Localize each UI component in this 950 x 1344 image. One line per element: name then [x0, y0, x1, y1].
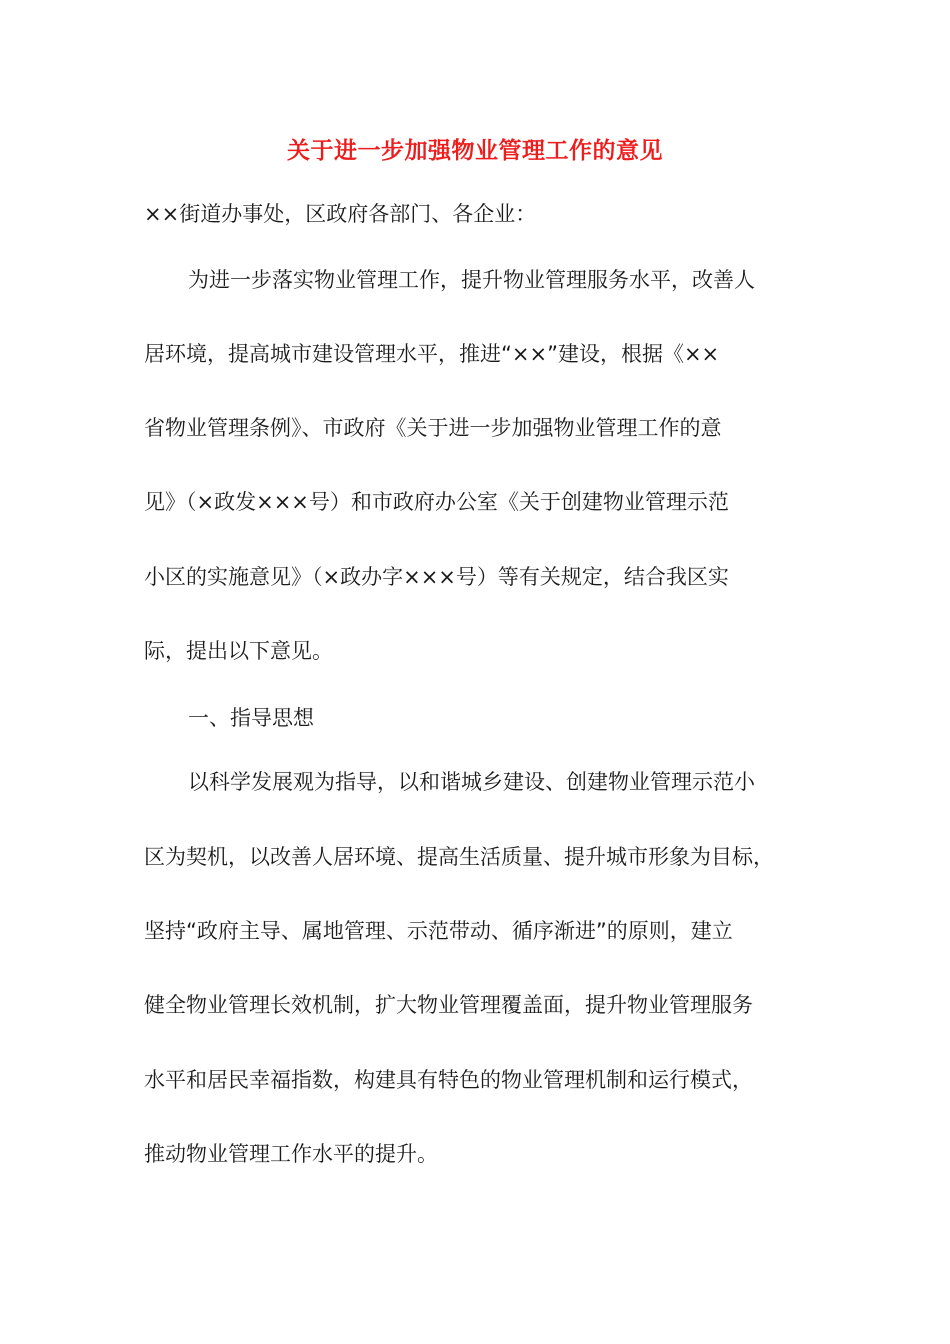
paragraph-line: 省物业管理条例》、市政府《关于进一步加强物业管理工作的意: [144, 416, 722, 440]
paragraph-line: 坚持“政府主导、属地管理、示范带动、循序渐进”的原则，建立: [144, 919, 733, 943]
salutation: ××街道办事处，区政府各部门、各企业：: [144, 202, 537, 226]
paragraph-line: 健全物业管理长效机制，扩大物业管理覆盖面，提升物业管理服务: [144, 993, 753, 1017]
paragraph-line: 区为契机，以改善人居环境、提高生活质量、提升城市形象为目标，: [144, 845, 774, 869]
document-title: 关于进一步加强物业管理工作的意见: [287, 138, 663, 164]
paragraph-line: 以科学发展观为指导，以和谐城乡建设、创建物业管理示范小: [188, 770, 755, 794]
section-heading: 一、指导思想: [188, 706, 314, 730]
paragraph-line: 水平和居民幸福指数，构建具有特色的物业管理机制和运行模式，: [144, 1068, 753, 1092]
paragraph-line: 居环境，提高城市建设管理水平，推进“××”建设，根据《××: [144, 342, 720, 366]
paragraph-line: 见》（×政发×××号）和市政府办公室《关于创建物业管理示范: [144, 490, 729, 514]
paragraph-line: 际，提出以下意见。: [144, 639, 333, 663]
paragraph-line: 小区的实施意见》（×政办字×××号）等有关规定，结合我区实: [144, 565, 729, 589]
paragraph-line: 为进一步落实物业管理工作，提升物业管理服务水平，改善人: [188, 268, 755, 292]
paragraph-line: 推动物业管理工作水平的提升。: [144, 1142, 438, 1166]
